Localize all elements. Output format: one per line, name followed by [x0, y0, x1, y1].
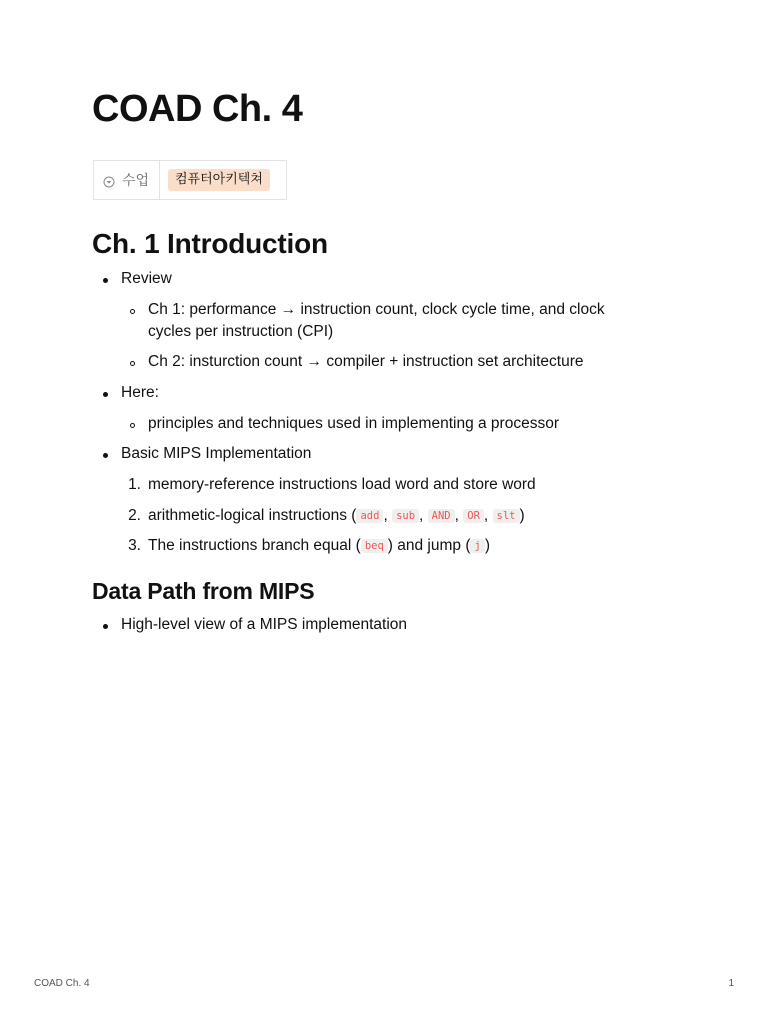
- bullet-dot: [103, 278, 108, 283]
- code-sub: sub: [392, 509, 419, 523]
- list-number: 1.: [128, 476, 141, 493]
- list-item-branch-jump: The instructions branch equal ( beq ) and jump ( j ): [148, 537, 490, 554]
- list-item-principles: principles and techniques used in implementing a processor: [148, 415, 559, 432]
- page-title: COAD Ch. 4: [92, 88, 303, 130]
- section-heading-introduction: Ch. 1 Introduction: [92, 228, 328, 259]
- bullet-dot: [103, 453, 108, 458]
- list-number: 3.: [128, 537, 141, 554]
- list-item-basic-mips: Basic MIPS Implementation: [121, 445, 312, 462]
- list-item-arithmetic-logical: arithmetic-logical instructions ( add , sub , AND , OR , slt ): [148, 507, 525, 524]
- item-text: The instructions branch equal (: [148, 537, 361, 554]
- list-number: 2.: [128, 507, 141, 524]
- section-heading-data-path: Data Path from MIPS: [92, 578, 315, 604]
- list-item-ch2: Ch 2: insturction count → compiler + instruction set architecture: [148, 353, 584, 370]
- list-item-memory-reference: memory-reference instructions load word and store word: [148, 476, 536, 493]
- code-add: add: [356, 509, 383, 523]
- chevron-circle-down-icon: [103, 176, 115, 188]
- bullet-circle: [130, 309, 135, 314]
- bullet-dot: [103, 624, 108, 629]
- list-item-review: Review: [121, 270, 172, 287]
- code-slt: slt: [493, 509, 520, 523]
- code-or: OR: [463, 509, 484, 523]
- code-beq: beq: [361, 539, 388, 553]
- item-text: arithmetic-logical instructions (: [148, 507, 357, 524]
- list-item-ch1-line2: cycles per instruction (CPI): [148, 323, 334, 340]
- bullet-circle: [130, 423, 135, 428]
- property-value-cell[interactable]: [160, 161, 286, 199]
- footer-page-number: 1: [728, 978, 734, 989]
- code-and: AND: [428, 509, 455, 523]
- property-row: [93, 160, 287, 200]
- list-item-high-level-view: High-level view of a MIPS implementation: [121, 616, 408, 633]
- footer-doc-title: COAD Ch. 4: [34, 978, 90, 989]
- list-item-here: Here:: [121, 384, 159, 401]
- bullet-dot: [103, 392, 108, 397]
- property-name: 수업: [122, 173, 150, 189]
- bullet-circle: [130, 361, 135, 366]
- property-tag[interactable]: 컴퓨터아키텍쳐: [168, 169, 270, 191]
- property-name-cell[interactable]: [94, 161, 160, 199]
- code-j: j: [470, 539, 484, 553]
- list-item-ch1-line1: Ch 1: performance → instruction count, clock cycle time, and clock: [148, 301, 605, 318]
